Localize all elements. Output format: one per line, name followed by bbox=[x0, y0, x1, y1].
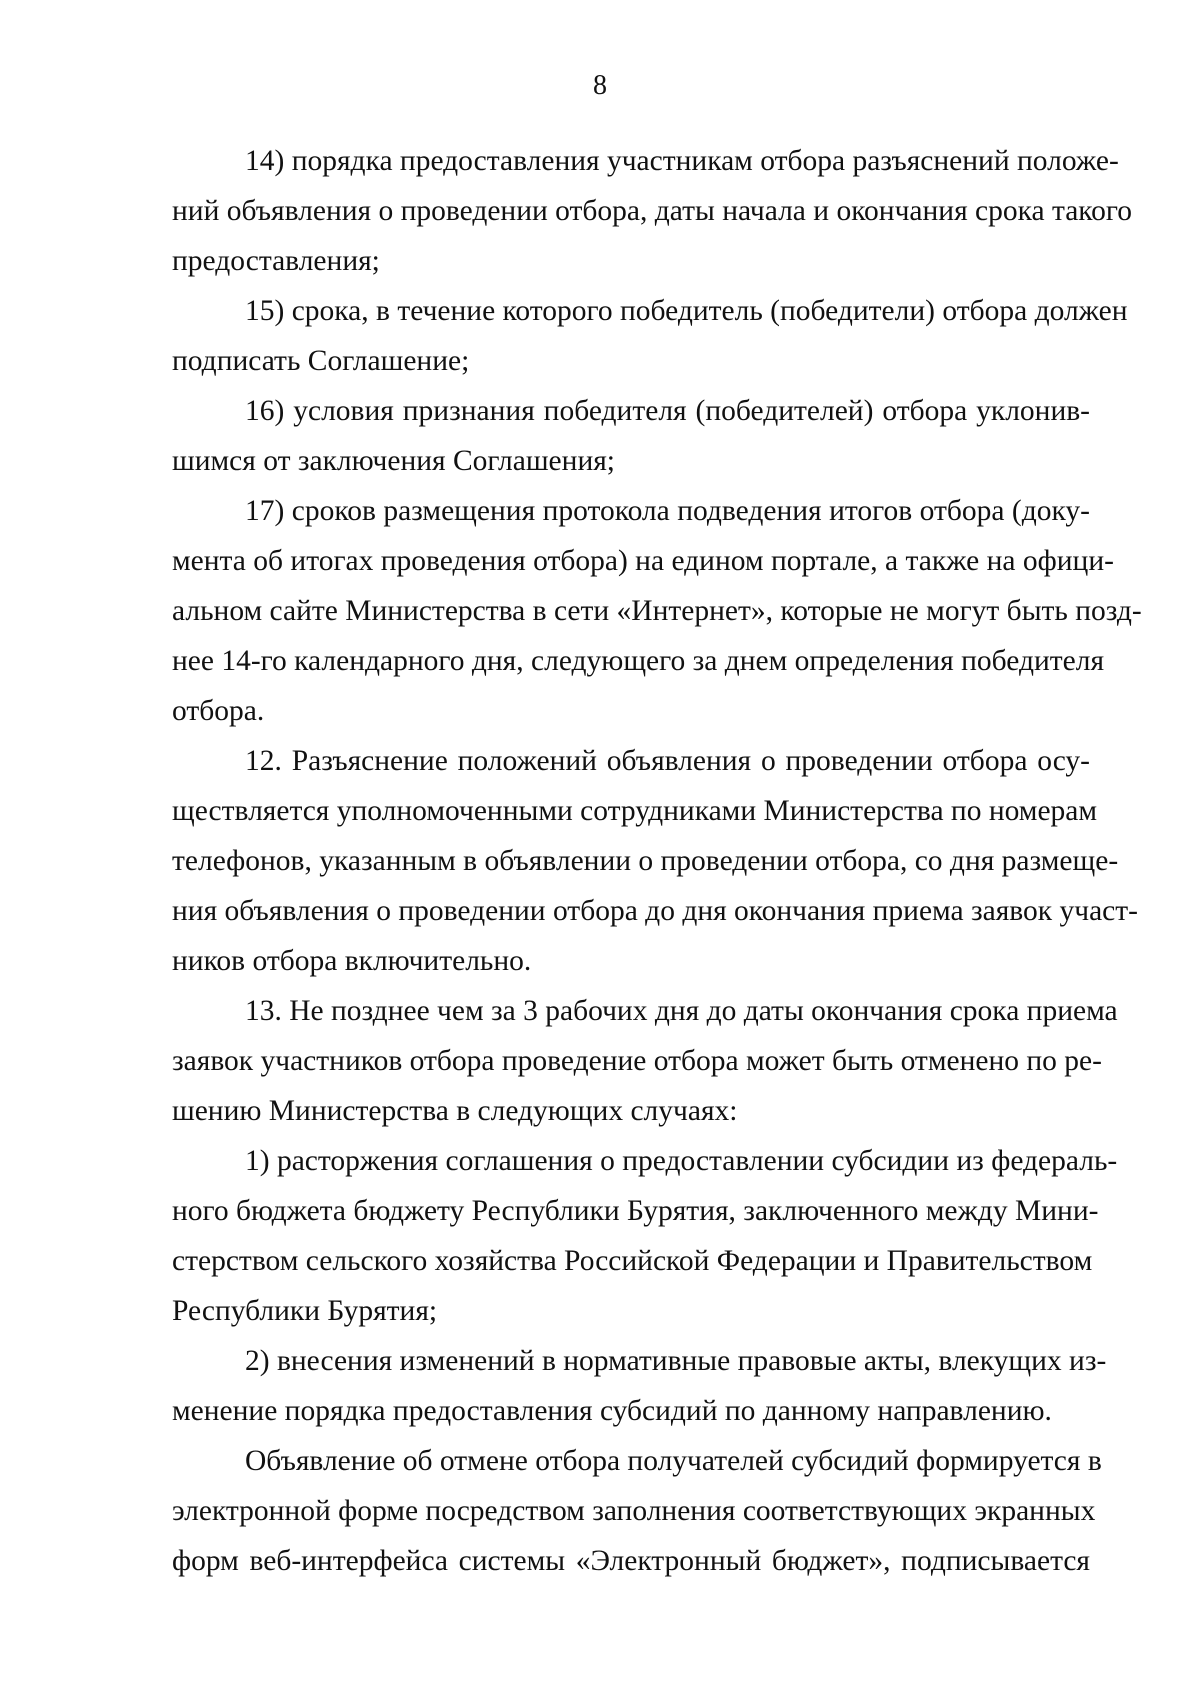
text-line: подписать Соглашение; bbox=[172, 345, 470, 377]
text-line: 1) расторжения соглашения о предоставлении субсидии из федераль- bbox=[245, 1145, 1118, 1177]
text-line: электронной форме посредством заполнения соответствующих экранных bbox=[172, 1495, 1096, 1527]
text-line: менение порядка предоставления субсидий по данному направлению. bbox=[172, 1395, 1052, 1427]
text-line: ного бюджета бюджету Республики Бурятия, заключенного между Мини- bbox=[172, 1195, 1099, 1227]
document-body bbox=[172, 136, 1142, 1586]
text-line: ществляется уполномоченными сотрудниками Министерства по номерам bbox=[172, 795, 1098, 827]
paragraph-item-13-2 bbox=[172, 1336, 1107, 1436]
text-line: 15) срока, в течение которого победитель (победители) отбора должен bbox=[245, 295, 1128, 327]
paragraph-item-15 bbox=[172, 286, 1128, 386]
text-line: ников отбора включительно. bbox=[172, 945, 532, 977]
text-line: телефонов, указанным в объявлении о проведении отбора, со дня размеще- bbox=[172, 845, 1119, 877]
text-line: 14) порядка предоставления участникам отбора разъяснений положе- bbox=[245, 145, 1119, 177]
paragraph-cancellation-notice bbox=[172, 1436, 1102, 1586]
text-line: альном сайте Министерства в сети «Интернет», которые не могут быть позд- bbox=[172, 595, 1142, 627]
text-line: шению Министерства в следующих случаях: bbox=[172, 1095, 738, 1127]
text-line: предоставления; bbox=[172, 245, 380, 277]
text-line: 16) условия признания победителя (победителей) отбора уклонив- bbox=[245, 395, 1090, 427]
text-line: ния объявления о проведении отбора до дня окончания приема заявок участ- bbox=[172, 895, 1138, 927]
text-line: шимся от заключения Соглашения; bbox=[172, 445, 615, 477]
paragraph-item-17 bbox=[172, 486, 1142, 736]
paragraph-item-16 bbox=[172, 386, 1090, 486]
text-line: мента об итогах проведения отбора) на едином портале, а также на офици- bbox=[172, 545, 1114, 577]
text-line: 12. Разъяснение положений объявления о проведении отбора осу- bbox=[245, 745, 1090, 777]
paragraph-item-13-1 bbox=[172, 1136, 1118, 1336]
paragraph-section-13 bbox=[172, 986, 1118, 1136]
text-line: Объявление об отмене отбора получателей субсидий формируется в bbox=[245, 1445, 1102, 1477]
text-line: заявок участников отбора проведение отбора может быть отменено по ре- bbox=[172, 1045, 1102, 1077]
text-line: ний объявления о проведении отбора, даты начала и окончания срока такого bbox=[172, 195, 1133, 227]
text-line: стерством сельского хозяйства Российской Федерации и Правительством bbox=[172, 1245, 1093, 1277]
text-line: нее 14-го календарного дня, следующего за днем определения победителя bbox=[172, 645, 1105, 677]
text-line: 17) сроков размещения протокола подведения итогов отбора (доку- bbox=[245, 495, 1090, 527]
text-line: Республики Бурятия; bbox=[172, 1295, 438, 1327]
text-line: форм веб-интерфейса системы «Электронный бюджет», подписывается bbox=[172, 1545, 1090, 1577]
text-line: 13. Не позднее чем за 3 рабочих дня до даты окончания срока приема bbox=[245, 995, 1118, 1027]
page-number: 8 bbox=[593, 70, 607, 101]
paragraph-section-12 bbox=[172, 736, 1138, 986]
text-line: отбора. bbox=[172, 695, 265, 727]
text-line: 2) внесения изменений в нормативные правовые акты, влекущих из- bbox=[245, 1345, 1107, 1377]
paragraph-item-14 bbox=[172, 136, 1133, 286]
